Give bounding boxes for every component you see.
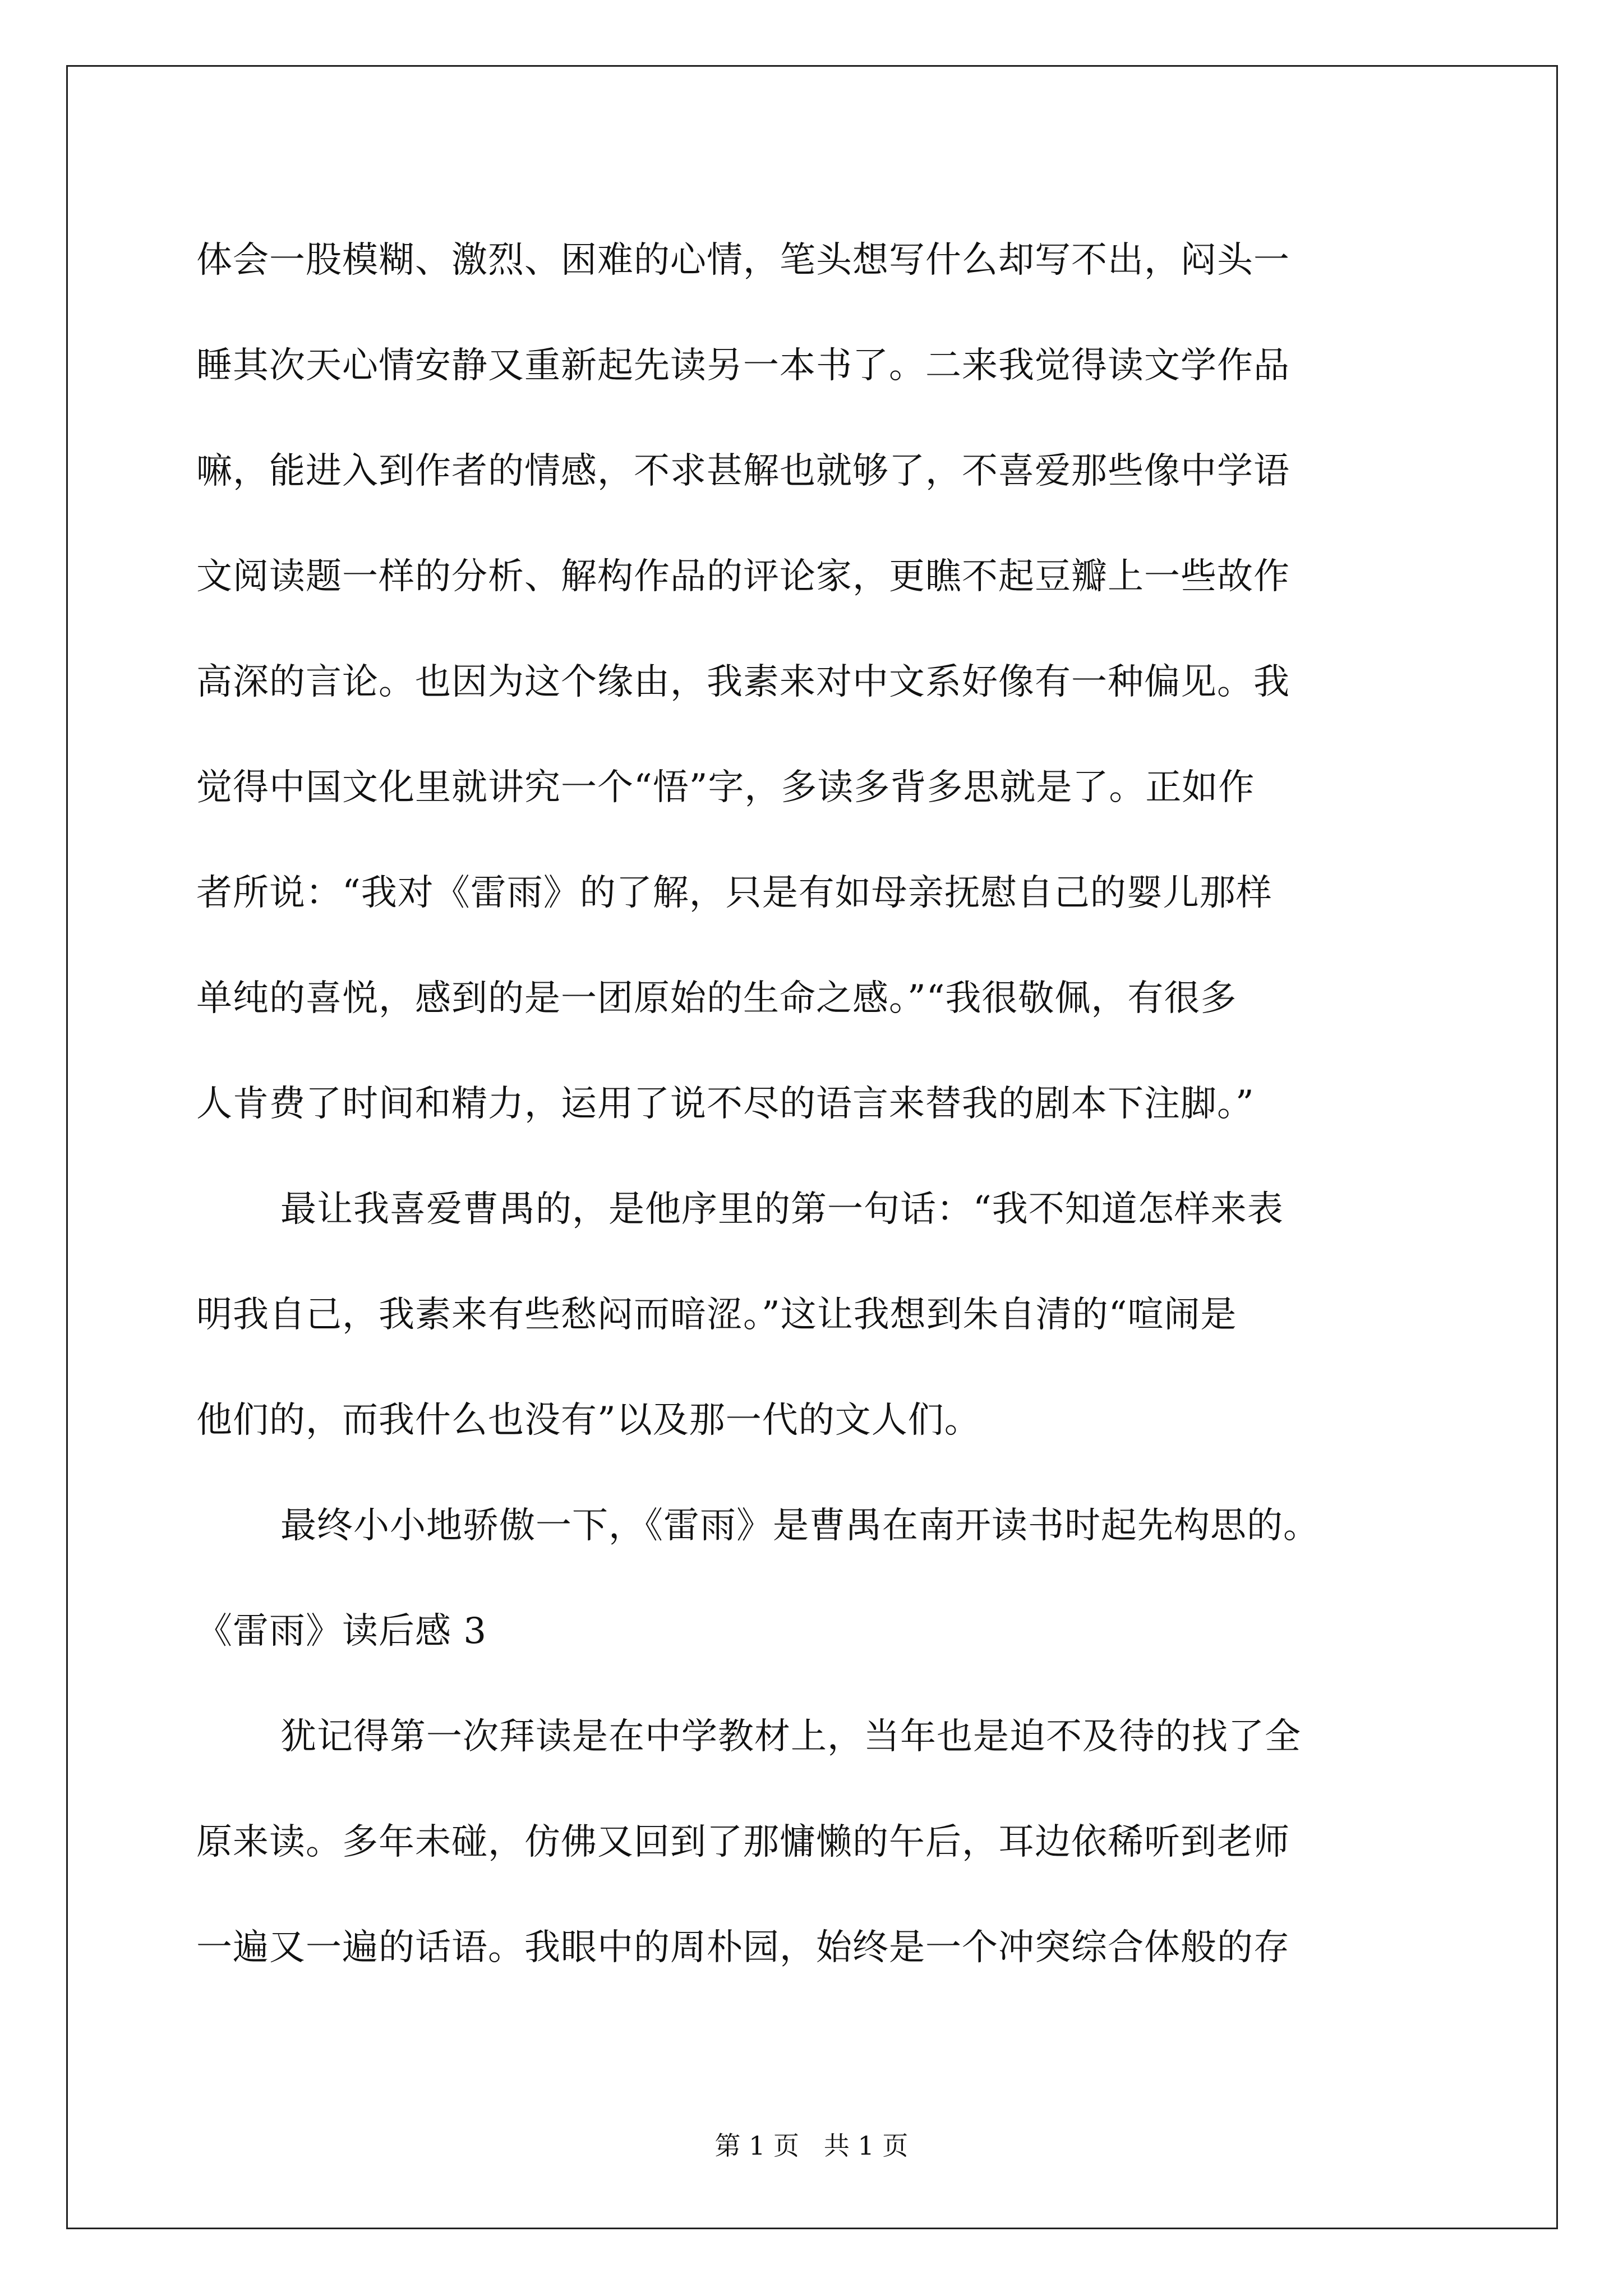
text-line-5: 高深的言论。也因为这个缘由，我素来对中文系好像有一种偏见。我 <box>196 661 1290 703</box>
paragraph-start-line: 最终小小地骄傲一下，《雷雨》是曹禺在南开读书时起先构思的。 <box>280 1505 1320 1547</box>
text-line-16: 原来读。多年未碰，仿佛又回到了那慵懒的午后，耳边依稀听到老师 <box>196 1821 1290 1863</box>
text-line-12: 他们的，而我什么也没有”以及那一代的文人们。 <box>196 1400 981 1441</box>
text-line-9: 人肯费了时间和精力，运用了说不尽的语言来替我的剧本下注脚。” <box>196 1083 1255 1125</box>
text-line-11: 明我自己，我素来有些愁闷而暗涩。”这让我想到朱自清的“喧闹是 <box>196 1294 1237 1336</box>
document-body <box>196 208 1458 2000</box>
text-line-6: 觉得中国文化里就讲究一个“悟”字，多读多背多思就是了。正如作 <box>196 767 1255 808</box>
text-line-1: 体会一股模糊、激烈、困难的心情，笔头想写什么却写不出，闷头一 <box>196 240 1290 281</box>
paragraph-start-line: 最让我喜爱曹禺的，是他序里的第一句话：“我不知道怎样来表 <box>280 1189 1284 1230</box>
page-footer: 第 1 页 共 1 页 <box>714 2131 909 2161</box>
paragraph-start-line: 犹记得第一次拜读是在中学教材上，当年也是迫不及待的找了全 <box>280 1716 1301 1757</box>
text-line-4: 文阅读题一样的分析、解构作品的评论家，更瞧不起豆瓣上一些故作 <box>196 556 1290 597</box>
text-line-8: 单纯的喜悦，感到的是一团原始的生命之感。”“我很敬佩，有很多 <box>196 978 1237 1019</box>
text-line-7: 者所说：“我对《雷雨》的了解，只是有如母亲抚慰自己的婴儿那样 <box>196 872 1272 914</box>
text-line-3: 嘛，能进入到作者的情感，不求甚解也就够了，不喜爱那些像中学语 <box>196 450 1290 492</box>
section-heading: 《雷雨》读后感 3 <box>196 1611 487 1652</box>
text-line-17: 一遍又一遍的话语。我眼中的周朴园，始终是一个冲突综合体般的存 <box>196 1927 1290 1968</box>
text-line-2: 睡其次天心情安静又重新起先读另一本书了。二来我觉得读文学作品 <box>196 345 1290 386</box>
